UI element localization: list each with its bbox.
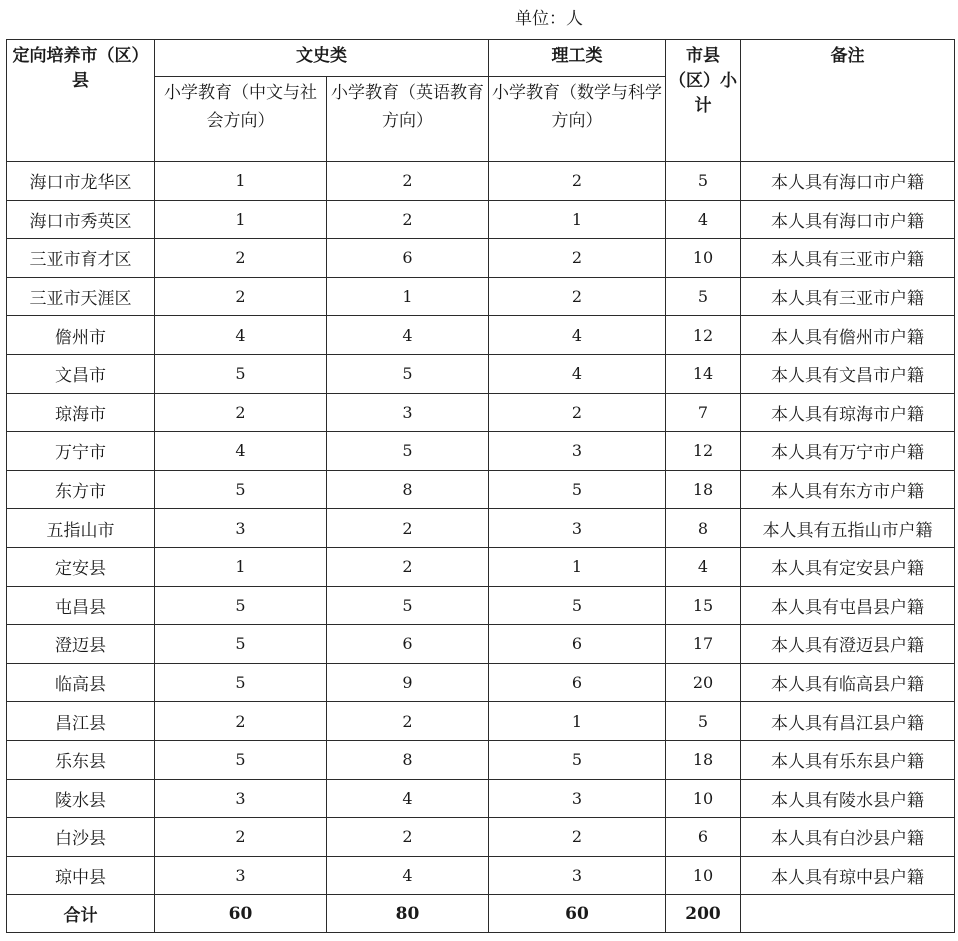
cell-math: 6 [489,625,666,664]
cell-subtotal: 5 [666,162,741,201]
cell-remark: 本人具有临高县户籍 [741,663,955,702]
cell-english: 2 [327,818,489,857]
cell-english: 2 [327,702,489,741]
cell-english: 8 [327,740,489,779]
cell-chinese: 3 [155,509,327,548]
cell-subtotal: 14 [666,354,741,393]
table-row [7,547,955,586]
cell-math: 1 [489,200,666,239]
cell-english: 4 [327,779,489,818]
cell-english: 5 [327,586,489,625]
cell-remark: 本人具有白沙县户籍 [741,818,955,857]
table-body [7,162,955,895]
header-remark: 备注 [741,40,955,162]
table-row [7,625,955,664]
cell-chinese: 3 [155,779,327,818]
cell-remark: 本人具有万宁市户籍 [741,432,955,471]
table-row [7,702,955,741]
cell-chinese: 5 [155,740,327,779]
table-row [7,432,955,471]
cell-chinese: 5 [155,586,327,625]
cell-english: 2 [327,547,489,586]
cell-subtotal: 18 [666,740,741,779]
header-subtotal: 市县（区）小计 [666,40,741,162]
cell-subtotal: 15 [666,586,741,625]
table-row [7,239,955,278]
cell-remark: 本人具有昌江县户籍 [741,702,955,741]
cell-subtotal: 18 [666,470,741,509]
cell-region: 儋州市 [7,316,155,355]
cell-chinese: 3 [155,856,327,895]
cell-english: 6 [327,625,489,664]
cell-math: 2 [489,277,666,316]
table-footer [7,895,955,933]
cell-region: 白沙县 [7,818,155,857]
table-row [7,200,955,239]
cell-math: 5 [489,740,666,779]
cell-remark: 本人具有三亚市户籍 [741,277,955,316]
quota-table [6,39,955,933]
cell-english: 9 [327,663,489,702]
cell-region: 临高县 [7,663,155,702]
cell-remark: 本人具有澄迈县户籍 [741,625,955,664]
cell-english: 4 [327,856,489,895]
table-row [7,740,955,779]
cell-region: 三亚市育才区 [7,239,155,278]
cell-english: 1 [327,277,489,316]
cell-english: 2 [327,162,489,201]
cell-remark: 本人具有屯昌县户籍 [741,586,955,625]
cell-math: 1 [489,702,666,741]
cell-remark: 本人具有琼海市户籍 [741,393,955,432]
table-row [7,470,955,509]
cell-math: 3 [489,509,666,548]
cell-subtotal: 10 [666,779,741,818]
cell-subtotal: 12 [666,316,741,355]
cell-remark: 本人具有陵水县户籍 [741,779,955,818]
total-label: 合计 [7,895,155,933]
table-row [7,162,955,201]
cell-subtotal: 17 [666,625,741,664]
table-row [7,316,955,355]
cell-math: 2 [489,162,666,201]
cell-region: 文昌市 [7,354,155,393]
cell-remark: 本人具有定安县户籍 [741,547,955,586]
cell-math: 4 [489,316,666,355]
cell-english: 4 [327,316,489,355]
cell-region: 海口市龙华区 [7,162,155,201]
cell-chinese: 2 [155,702,327,741]
table-row [7,818,955,857]
cell-math: 2 [489,239,666,278]
cell-chinese: 2 [155,818,327,857]
cell-remark: 本人具有海口市户籍 [741,200,955,239]
total-math: 60 [489,895,666,933]
cell-remark: 本人具有乐东县户籍 [741,740,955,779]
total-subtotal: 200 [666,895,741,933]
cell-math: 4 [489,354,666,393]
total-row [7,895,955,933]
cell-remark: 本人具有五指山市户籍 [741,509,955,548]
cell-remark: 本人具有三亚市户籍 [741,239,955,278]
cell-math: 2 [489,393,666,432]
cell-math: 3 [489,432,666,471]
cell-english: 8 [327,470,489,509]
cell-english: 6 [327,239,489,278]
cell-subtotal: 4 [666,200,741,239]
cell-subtotal: 5 [666,702,741,741]
header-sub-english: 小学教育（英语教育方向） [327,77,489,162]
cell-english: 5 [327,354,489,393]
cell-subtotal: 4 [666,547,741,586]
cell-region: 琼海市 [7,393,155,432]
table-row [7,779,955,818]
table-row [7,586,955,625]
cell-region: 定安县 [7,547,155,586]
total-remark [741,895,955,933]
cell-english: 5 [327,432,489,471]
cell-region: 澄迈县 [7,625,155,664]
cell-remark: 本人具有文昌市户籍 [741,354,955,393]
cell-chinese: 5 [155,470,327,509]
cell-subtotal: 6 [666,818,741,857]
cell-subtotal: 10 [666,856,741,895]
unit-label: 单位：人 [515,9,583,29]
cell-region: 海口市秀英区 [7,200,155,239]
cell-region: 陵水县 [7,779,155,818]
table-row [7,277,955,316]
cell-chinese: 1 [155,200,327,239]
table-row [7,393,955,432]
header-group-ligong: 理工类 [489,40,666,77]
cell-remark: 本人具有东方市户籍 [741,470,955,509]
table-row [7,663,955,702]
cell-math: 5 [489,586,666,625]
cell-chinese: 1 [155,162,327,201]
cell-chinese: 2 [155,393,327,432]
cell-chinese: 5 [155,354,327,393]
header-region: 定向培养市（区）县 [7,40,155,162]
cell-chinese: 4 [155,316,327,355]
cell-region: 屯昌县 [7,586,155,625]
total-chinese: 60 [155,895,327,933]
cell-region: 万宁市 [7,432,155,471]
cell-english: 2 [327,509,489,548]
cell-region: 五指山市 [7,509,155,548]
cell-subtotal: 8 [666,509,741,548]
header-group-wenshi: 文史类 [155,40,489,77]
header-sub-math: 小学教育（数学与科学方向） [489,77,666,162]
cell-math: 6 [489,663,666,702]
cell-chinese: 2 [155,239,327,278]
cell-chinese: 1 [155,547,327,586]
cell-subtotal: 10 [666,239,741,278]
cell-math: 1 [489,547,666,586]
cell-math: 3 [489,779,666,818]
cell-region: 琼中县 [7,856,155,895]
cell-chinese: 4 [155,432,327,471]
cell-subtotal: 7 [666,393,741,432]
cell-english: 2 [327,200,489,239]
cell-math: 5 [489,470,666,509]
cell-chinese: 5 [155,663,327,702]
total-english: 80 [327,895,489,933]
cell-region: 三亚市天涯区 [7,277,155,316]
table-row [7,856,955,895]
table-header [7,40,955,162]
cell-math: 2 [489,818,666,857]
cell-region: 乐东县 [7,740,155,779]
cell-remark: 本人具有琼中县户籍 [741,856,955,895]
cell-subtotal: 12 [666,432,741,471]
cell-math: 3 [489,856,666,895]
cell-subtotal: 5 [666,277,741,316]
cell-chinese: 5 [155,625,327,664]
cell-chinese: 2 [155,277,327,316]
table-row [7,354,955,393]
cell-remark: 本人具有海口市户籍 [741,162,955,201]
cell-subtotal: 20 [666,663,741,702]
header-sub-chinese: 小学教育（中文与社会方向） [155,77,327,162]
cell-english: 3 [327,393,489,432]
cell-remark: 本人具有儋州市户籍 [741,316,955,355]
table-row [7,509,955,548]
cell-region: 昌江县 [7,702,155,741]
cell-region: 东方市 [7,470,155,509]
